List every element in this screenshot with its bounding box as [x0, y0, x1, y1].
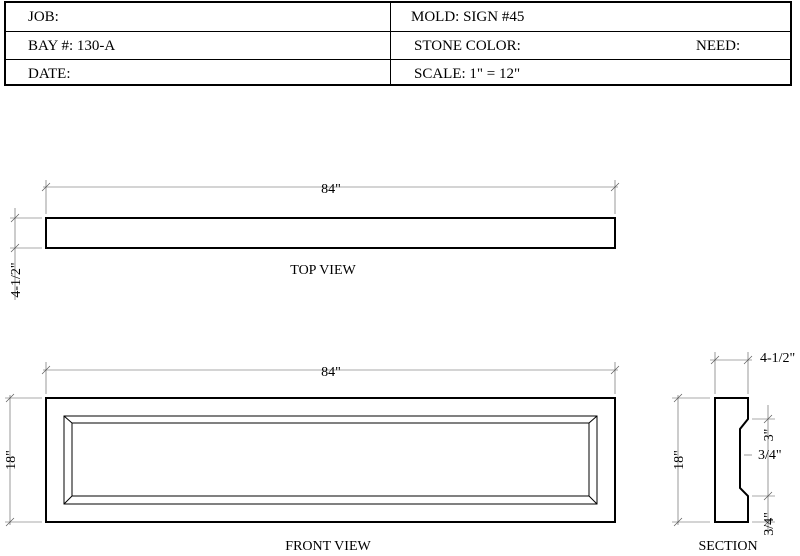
- date-label: DATE:: [28, 66, 71, 82]
- front-view-outline: [46, 398, 615, 522]
- job-label: JOB:: [28, 9, 59, 25]
- section-recess-label: 3/4": [758, 448, 782, 463]
- top-view-length-label: 84": [321, 182, 341, 197]
- scale-label: SCALE: 1" = 12": [414, 66, 521, 82]
- section-title: SECTION: [698, 539, 758, 554]
- top-view-depth-label: 4-1/2": [9, 262, 24, 298]
- front-view-panel-inner: [72, 423, 589, 496]
- top-view: [10, 180, 619, 300]
- section-depth-label: 4-1/2": [760, 351, 796, 366]
- top-view-outline: [46, 218, 615, 248]
- section-height-label: 18": [672, 450, 687, 470]
- section-view: [672, 352, 775, 535]
- front-view-bevel-lines: [64, 416, 597, 504]
- front-view-height-label: 18": [4, 450, 19, 470]
- front-view: [5, 362, 619, 526]
- section-bottom-label: 3/4": [762, 512, 777, 536]
- top-view-title: TOP VIEW: [290, 263, 356, 278]
- section-profile: [715, 398, 748, 522]
- front-view-panel-outer: [64, 416, 597, 504]
- front-view-title: FRONT VIEW: [285, 539, 371, 554]
- section-step-label: 3": [762, 428, 777, 442]
- bay-label: BAY #: 130-A: [28, 38, 116, 54]
- need-label: NEED:: [696, 38, 741, 54]
- mold-label: MOLD: SIGN #45: [411, 9, 525, 25]
- section-depth-dimension: [710, 352, 752, 394]
- stone-color-label: STONE COLOR:: [414, 38, 521, 54]
- front-view-length-label: 84": [321, 365, 341, 380]
